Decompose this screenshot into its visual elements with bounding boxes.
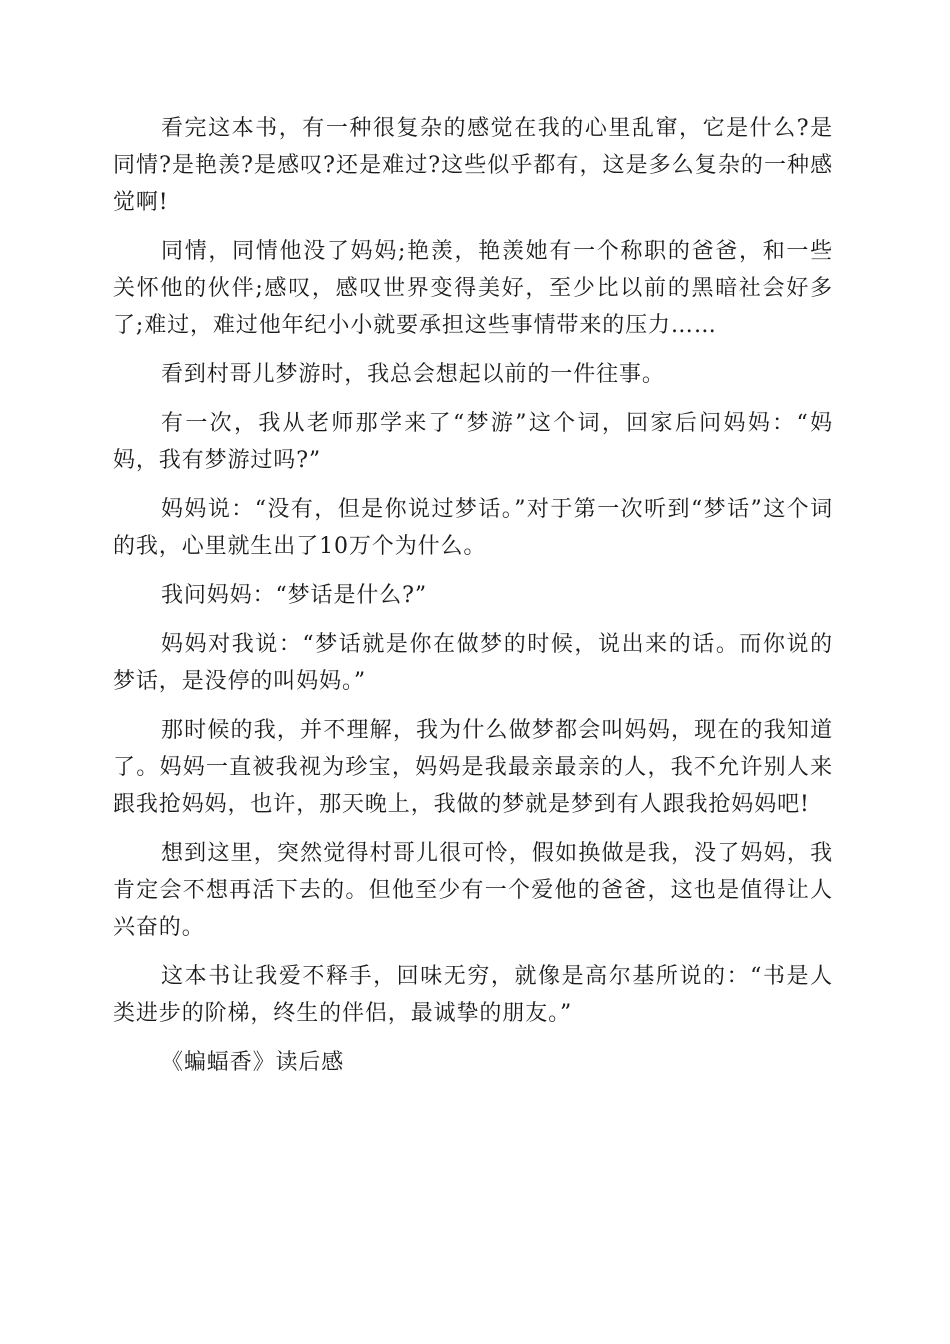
paragraph: 妈妈对我说：“梦话就是你在做梦的时候，说出来的话。而你说的梦话，是没停的叫妈妈。” <box>113 632 833 694</box>
paragraph: 有一次，我从老师那学来了“梦游”这个词，回家后问妈妈：“妈妈，我有梦游过吗?” <box>113 411 833 473</box>
paragraph: 这本书让我爱不释手，回味无穷，就像是高尔基所说的：“书是人类进步的阶梯，终生的伴侣，最诚挚的朋友。” <box>113 964 833 1026</box>
paragraph: 看完这本书，有一种很复杂的感觉在我的心里乱窜，它是什么?是同情?是艳羡?是感叹?还是难过?这些似乎都有，这是多么复杂的一种感觉啊! <box>113 116 833 215</box>
paragraph: 看到村哥儿梦游时，我总会想起以前的一件往事。 <box>161 362 665 387</box>
section-heading: 《蝙蝠香》读后感 <box>161 1050 345 1075</box>
document-body <box>113 110 833 1093</box>
paragraph: 妈妈说：“没有，但是你说过梦话。”对于第一次听到“梦话”这个词的我，心里就生出了10万个为什么。 <box>113 497 833 559</box>
paragraph: 想到这里，突然觉得村哥儿很可怜，假如换做是我，没了妈妈，我肯定会不想再活下去的。但他至少有一个爱他的爸爸，这也是值得让人兴奋的。 <box>113 841 833 940</box>
paragraph: 我问妈妈：“梦话是什么?” <box>161 583 427 608</box>
paragraph: 那时候的我，并不理解，我为什么做梦都会叫妈妈，现在的我知道了。妈妈一直被我视为珍宝，妈妈是我最亲最亲的人，我不允许别人来跟我抢妈妈，也许，那天晚上，我做的梦就是梦到有人跟我抢妈妈吧! <box>113 718 833 817</box>
paragraph: 同情，同情他没了妈妈;艳羡，艳羡她有一个称职的爸爸，和一些关怀他的伙伴;感叹，感叹世界变得美好，至少比以前的黑暗社会好多了;难过，难过他年纪小小就要承担这些事情带来的压力…… <box>113 239 833 338</box>
